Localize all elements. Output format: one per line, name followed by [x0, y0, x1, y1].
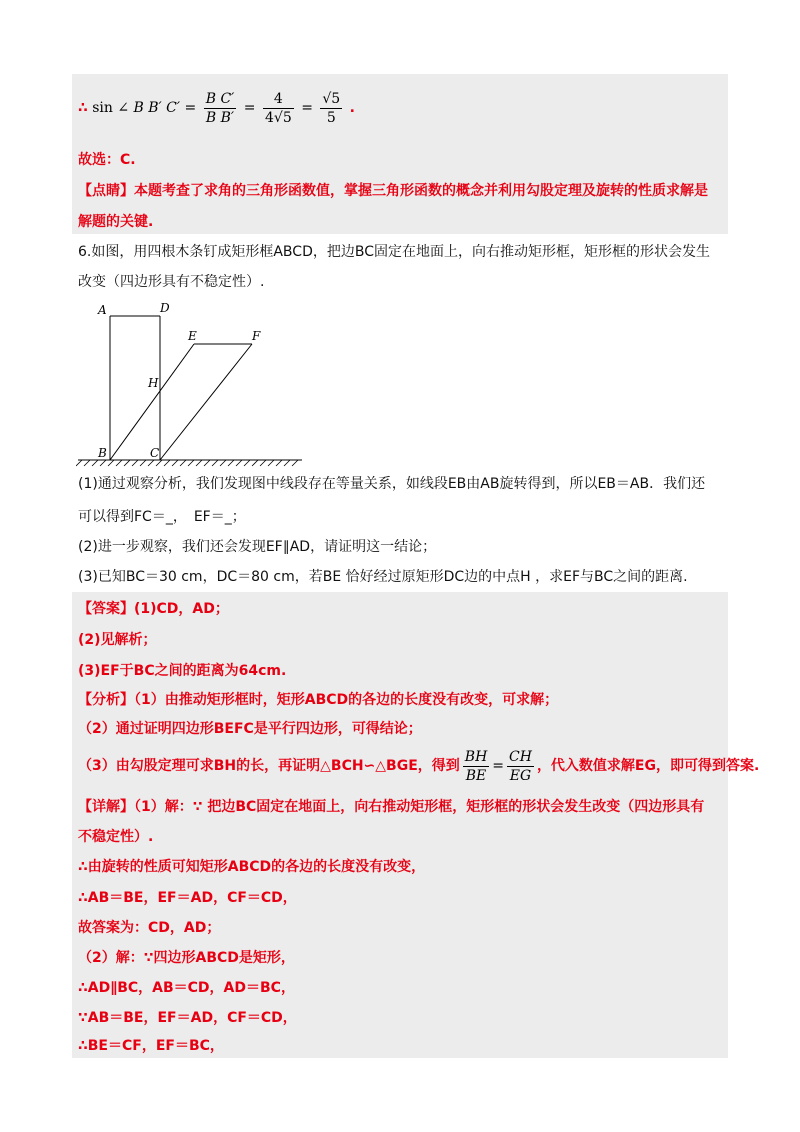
detail-5: 故答案为：CD，AD；: [78, 920, 221, 936]
label-c: C: [150, 446, 160, 460]
part-2: (2)进一步观察，我们还会发现EF∥AD，请证明这一结论；: [78, 539, 437, 555]
detail-9: ∴BE＝CF，EF＝BC，: [78, 1038, 224, 1054]
detail-8: ∵AB＝BE，EF＝AD，CF＝CD，: [78, 1010, 297, 1026]
label-f: F: [252, 329, 261, 343]
answer-3: (3)EF于BC之间的距离为64cm.: [78, 663, 287, 679]
fraction: $\frac{4}{4√5}$: [264, 90, 292, 126]
rectangle-figure: [76, 300, 306, 470]
part-3: (3)已知BC＝30 cm，DC＝80 cm，若BE 恰好经过原矩形DC边的中点H ，求EF与BC之间的距离.: [78, 569, 688, 585]
answer-1: 【答案】(1)CD，AD；: [78, 601, 229, 617]
question-stem-1: 6.如图，用四根木条钉成矩形框ABCD，把边BC固定在地面上，向右推动矩形框，矩形框的形状会发生: [78, 244, 710, 260]
segment-cf: [160, 344, 252, 460]
comment-line-1: 【点睛】本题考查了求角的三角形函数值，掌握三角形函数的概念并利用勾股定理及旋转的性质求解是: [78, 183, 708, 199]
fraction: $\frac{CH}{EG}$: [509, 748, 532, 784]
detail-7: ∴AD∥BC，AB＝CD，AD＝BC，: [78, 980, 295, 996]
label-e: E: [188, 329, 197, 343]
fraction: $\frac{\text{B C′}}{\text{B B′}}$: [205, 90, 235, 126]
analysis-3: （3）由勾股定理可求BH的长，再证明△BCH∽△BGE，得到 $\frac{BH}{BE}$ = $\frac{CH}{EG}$ ，代入数值求解EG，即可得到答案.: [78, 748, 760, 784]
answer-2: (2)见解析；: [78, 632, 157, 648]
fraction: $\frac{BH}{BE}$: [464, 748, 488, 784]
label-b: B: [98, 446, 107, 460]
detail-6: （2）解：∵四边形ABCD是矩形，: [78, 950, 295, 966]
fraction: $\frac{√5}{5}$: [322, 90, 341, 126]
label-a: A: [98, 303, 107, 317]
part-1-line-1: (1)通过观察分析，我们发现图中线段存在等量关系，如线段EB由AB旋转得到，所以EB＝AB．我们还: [78, 476, 706, 492]
detail-2: 不稳定性）.: [78, 829, 154, 845]
label-h: H: [148, 376, 159, 390]
detail-1: 【详解】（1）解：∵ 把边BC固定在地面上，向右推动矩形框，矩形框的形状会发生改变（四边形具有: [78, 799, 705, 815]
sin-equation: ∴ sin ∠ B B′ C′ = $\frac{\text{B C′}}{\text{B B′}}$ = $\frac{4}{4√5}$ = $\frac{√5}{5}$ .: [78, 90, 355, 126]
segment-be: [110, 344, 194, 460]
analysis-1: 【分析】（1）由推动矩形框时，矩形ABCD的各边的长度没有改变，可求解；: [78, 692, 559, 708]
detail-3: ∴由旋转的性质可知矩形ABCD的各边的长度没有改变，: [78, 859, 426, 875]
choice-line: 故选：C.: [78, 152, 136, 168]
detail-4: ∴AB＝BE，EF＝AD，CF＝CD，: [78, 890, 297, 906]
comment-line-2: 解题的关键.: [78, 214, 154, 230]
question-stem-2: 改变（四边形具有不稳定性）.: [78, 274, 265, 290]
analysis-2: （2）通过证明四边形BEFC是平行四边形，可得结论；: [78, 721, 422, 737]
ground-hatching: [76, 460, 298, 466]
part-1-line-2: 可以得到FC＝_， EF＝_；: [78, 509, 246, 525]
label-d: D: [160, 301, 170, 315]
